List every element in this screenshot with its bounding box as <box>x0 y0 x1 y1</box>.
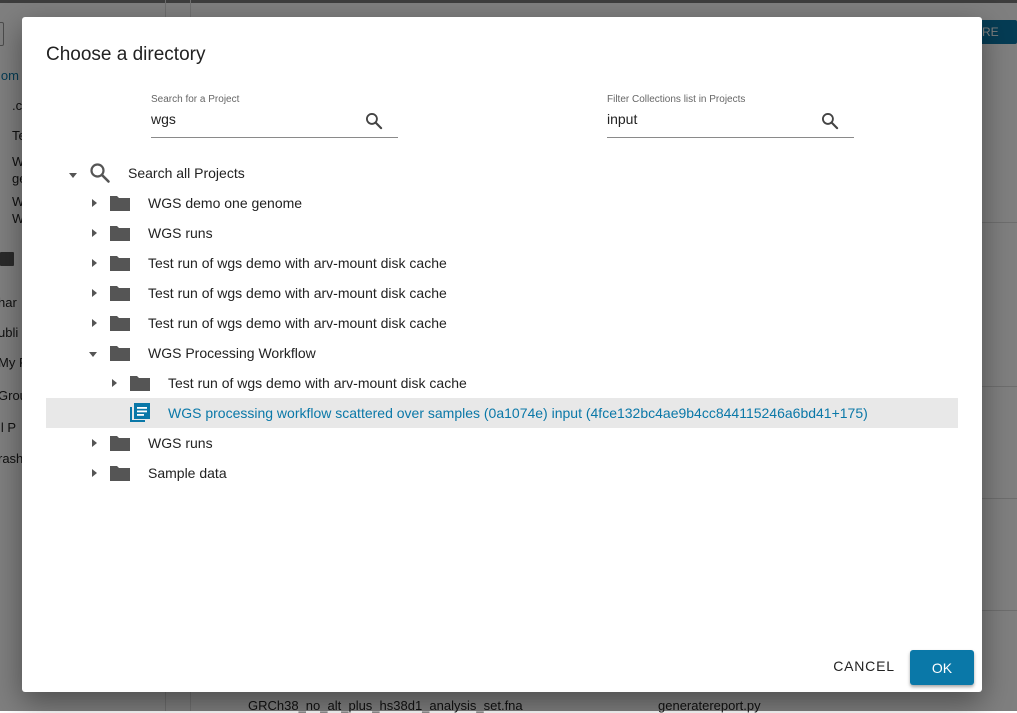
tree-item[interactable] <box>46 248 958 278</box>
tree-item[interactable] <box>46 218 958 248</box>
project-search-field <box>151 94 398 138</box>
tree-item-label: Sample data <box>148 465 227 481</box>
tree-item[interactable] <box>46 458 958 488</box>
tree-item-expanded[interactable] <box>46 338 958 368</box>
collection-filter-field <box>607 94 854 138</box>
tree-item-selected[interactable] <box>46 398 958 428</box>
project-search-label: Search for a Project <box>151 94 240 105</box>
folder-icon <box>108 341 132 365</box>
chevron-down-icon[interactable] <box>68 170 78 180</box>
tree-item-label: Test run of wgs demo with arv-mount disk cache <box>148 285 447 301</box>
chevron-right-icon[interactable] <box>89 318 99 328</box>
tree-item[interactable] <box>46 278 958 308</box>
chevron-right-icon[interactable] <box>89 288 99 298</box>
choose-directory-dialog <box>22 17 982 692</box>
search-icon <box>88 161 112 185</box>
chevron-right-icon[interactable] <box>89 468 99 478</box>
folder-icon <box>108 251 132 275</box>
chevron-right-icon[interactable] <box>89 258 99 268</box>
tree-item-label: Search all Projects <box>128 165 245 181</box>
search-icon[interactable] <box>820 111 840 131</box>
folder-icon <box>128 371 152 395</box>
tree-item-label: WGS processing workflow scattered over samples (0a1074e) input (4fce132bc4ae9b4cc844115246a6bd41+175) <box>168 405 868 421</box>
tree-item[interactable] <box>46 308 958 338</box>
folder-icon <box>108 431 132 455</box>
cancel-button[interactable]: CANCEL <box>824 650 904 682</box>
tree-item-label: WGS demo one genome <box>148 195 303 211</box>
tree-item[interactable] <box>46 368 958 398</box>
tree-item-label: WGS runs <box>148 225 213 241</box>
search-icon[interactable] <box>364 111 384 131</box>
chevron-down-icon[interactable] <box>88 349 98 359</box>
chevron-right-icon[interactable] <box>89 198 99 208</box>
tree-item[interactable] <box>46 428 958 458</box>
tree-item-label: WGS Processing Workflow <box>148 345 316 361</box>
folder-icon <box>108 461 132 485</box>
ok-button[interactable]: OK <box>910 650 974 685</box>
folder-icon <box>108 311 132 335</box>
dialog-title: Choose a directory <box>46 44 206 65</box>
tree-root-search-all-projects[interactable] <box>46 158 958 188</box>
collection-filter-label: Filter Collections list in Projects <box>607 94 746 105</box>
tree-item-label: WGS runs <box>148 435 213 451</box>
project-search-input[interactable] <box>151 109 351 129</box>
tree-item-label: Test run of wgs demo with arv-mount disk cache <box>168 375 467 391</box>
collection-filter-input[interactable] <box>607 109 807 129</box>
collection-icon <box>128 401 152 425</box>
tree-item-label: Test run of wgs demo with arv-mount disk cache <box>148 315 447 331</box>
tree-item-label: Test run of wgs demo with arv-mount disk cache <box>148 255 447 271</box>
chevron-right-icon[interactable] <box>89 438 99 448</box>
folder-icon <box>108 221 132 245</box>
chevron-right-icon[interactable] <box>109 378 119 388</box>
folder-icon <box>108 281 132 305</box>
chevron-right-icon[interactable] <box>89 228 99 238</box>
tree-item[interactable] <box>46 188 958 218</box>
folder-icon <box>108 191 132 215</box>
